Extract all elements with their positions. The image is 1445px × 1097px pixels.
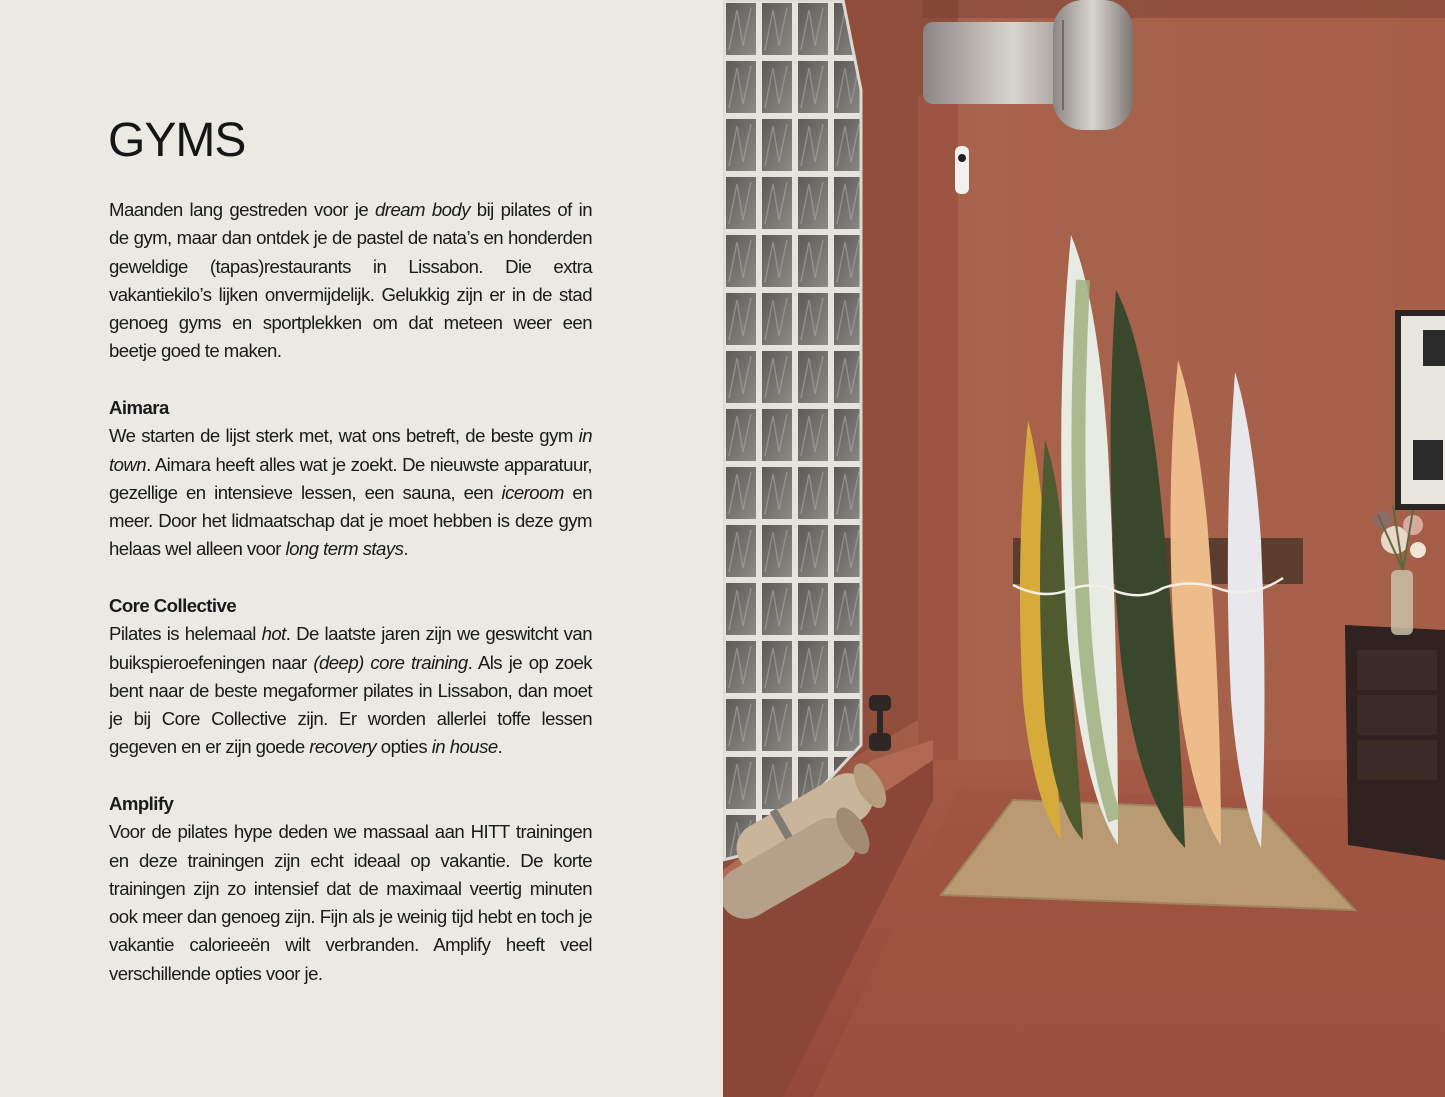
section-body: We starten de lijst sterk met, wat ons betreft, de beste gym in town. Aimara heeft alles wat je zoekt. De nieuwste apparatuur, gezellige en intensieve lessen, een sauna, een iceroom en meer. Door het lidmaatschap dat je moet hebben is deze gym helaas wel alleen voor long term stays. bbox=[109, 425, 592, 560]
gym-photo bbox=[723, 0, 1445, 1097]
italic-phrase: in town bbox=[109, 425, 592, 475]
section-amplify bbox=[109, 790, 592, 988]
page-title: GYMS bbox=[108, 114, 246, 167]
section-body: Voor de pilates hype deden we massaal aan HITT trainingen en deze trainingen zijn echt ideaal op vakantie. De korte trainingen zijn zo intensief dat de maximaal veertig minuten ook meer dan genoeg zijn. Fijn als je weinig tijd hebt en toch je vakantie calorieeën wilt verbranden. Amplify heeft veel verschillende opties voor je. bbox=[109, 821, 592, 984]
italic-phrase: in house bbox=[431, 736, 498, 758]
italic-phrase: recovery bbox=[309, 736, 377, 758]
section-heading: Aimara bbox=[109, 397, 169, 418]
italic-phrase: long term stays bbox=[285, 538, 404, 560]
italic-phrase: hot bbox=[261, 623, 286, 645]
intro-paragraph bbox=[109, 196, 592, 366]
italic-phrase: (deep) core training bbox=[313, 651, 468, 673]
section-heading: Amplify bbox=[109, 793, 174, 814]
photo-illustration bbox=[723, 0, 1445, 1097]
section-heading: Core Collective bbox=[109, 595, 237, 616]
italic-phrase: dream body bbox=[375, 199, 470, 220]
section-core-collective bbox=[109, 592, 592, 762]
section-aimara bbox=[109, 394, 592, 564]
section-body: Pilates is helemaal hot. De laatste jaren zijn we geswitcht van buikspieroefeningen naar (deep) core training. Als je op zoek bent naar de beste megaformer pilates in Lissabon, dan moet je bij Core Collective zijn. Er worden allerlei toffe lessen gegeven en er zijn goede recovery opties in house. bbox=[109, 623, 593, 758]
italic-phrase: iceroom bbox=[501, 481, 564, 503]
intro-text: Maanden lang gestreden voor je dream body bij pilates of in de gym, maar dan ontdek je de pastel de nata’s en honderden geweldige (tapas)restaurants in Lissabon. Die extra vakantiekilo’s lijken onvermijdelijk. Gelukkig zijn er in de stad genoeg gyms en sportplekken om dat meteen weer een beetje goed te maken. bbox=[109, 199, 593, 362]
